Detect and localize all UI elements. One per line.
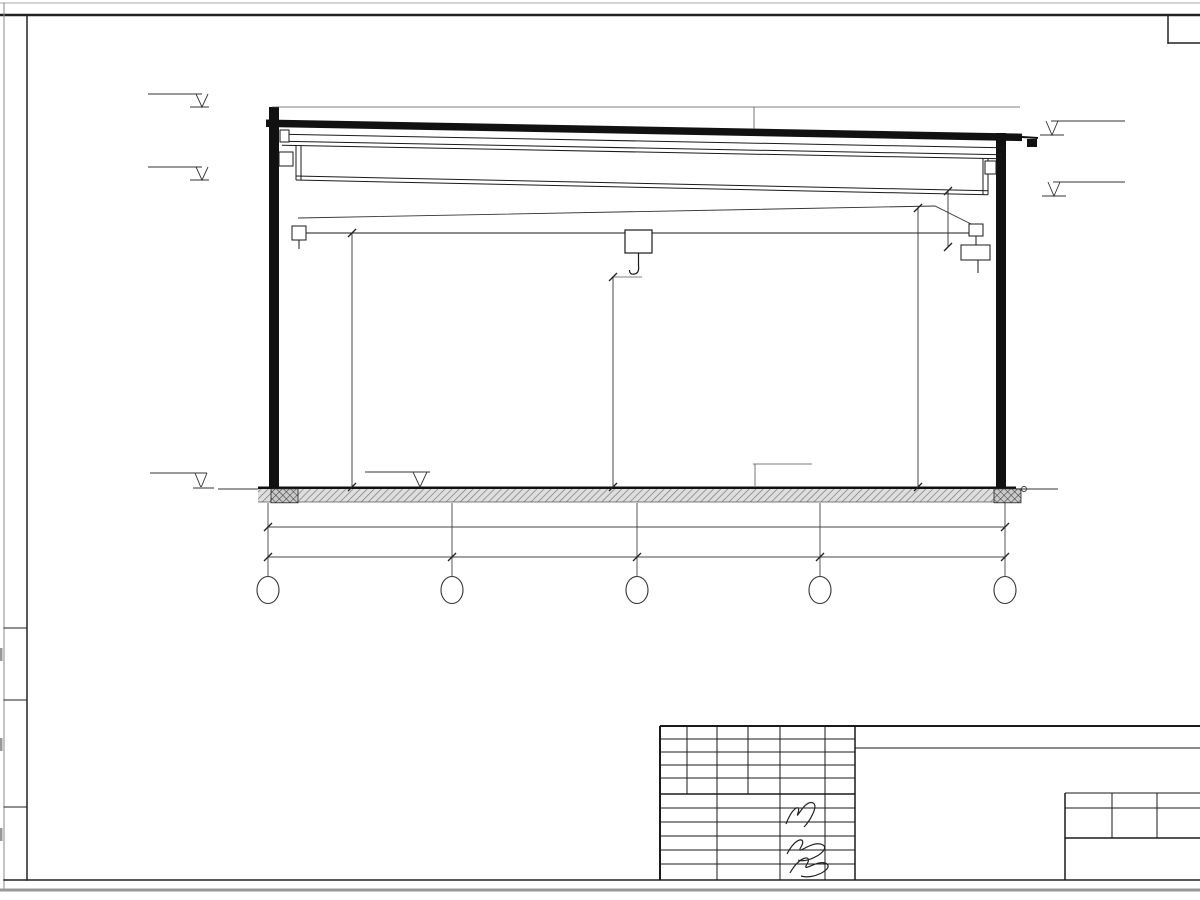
signature-reshetova: [786, 803, 815, 827]
bottom-dimensions: [257, 503, 1016, 604]
right-column: [996, 133, 1006, 488]
crane-hook: [612, 230, 652, 277]
margin-label-fragment: [0, 738, 3, 751]
sostav1-callout-leader: [753, 464, 812, 486]
title-block-lines: [660, 726, 1200, 880]
margin-label-fragment: [0, 828, 3, 841]
roof-end-plate: [1027, 139, 1037, 147]
building-section: [218, 107, 1058, 503]
left-column: [269, 107, 279, 488]
roof-slab: [266, 120, 1022, 142]
floor-slab: [218, 487, 1058, 503]
grid-bubbles: [257, 577, 1016, 604]
crane-girder-line: [298, 206, 971, 224]
sostav1-list: [72, 623, 542, 721]
signature-korotaev: [790, 858, 828, 877]
elevation-marks: [148, 94, 1125, 488]
margin-label-fragment: [0, 648, 3, 661]
signatures: [786, 803, 828, 877]
sostav3-list: [70, 740, 540, 871]
